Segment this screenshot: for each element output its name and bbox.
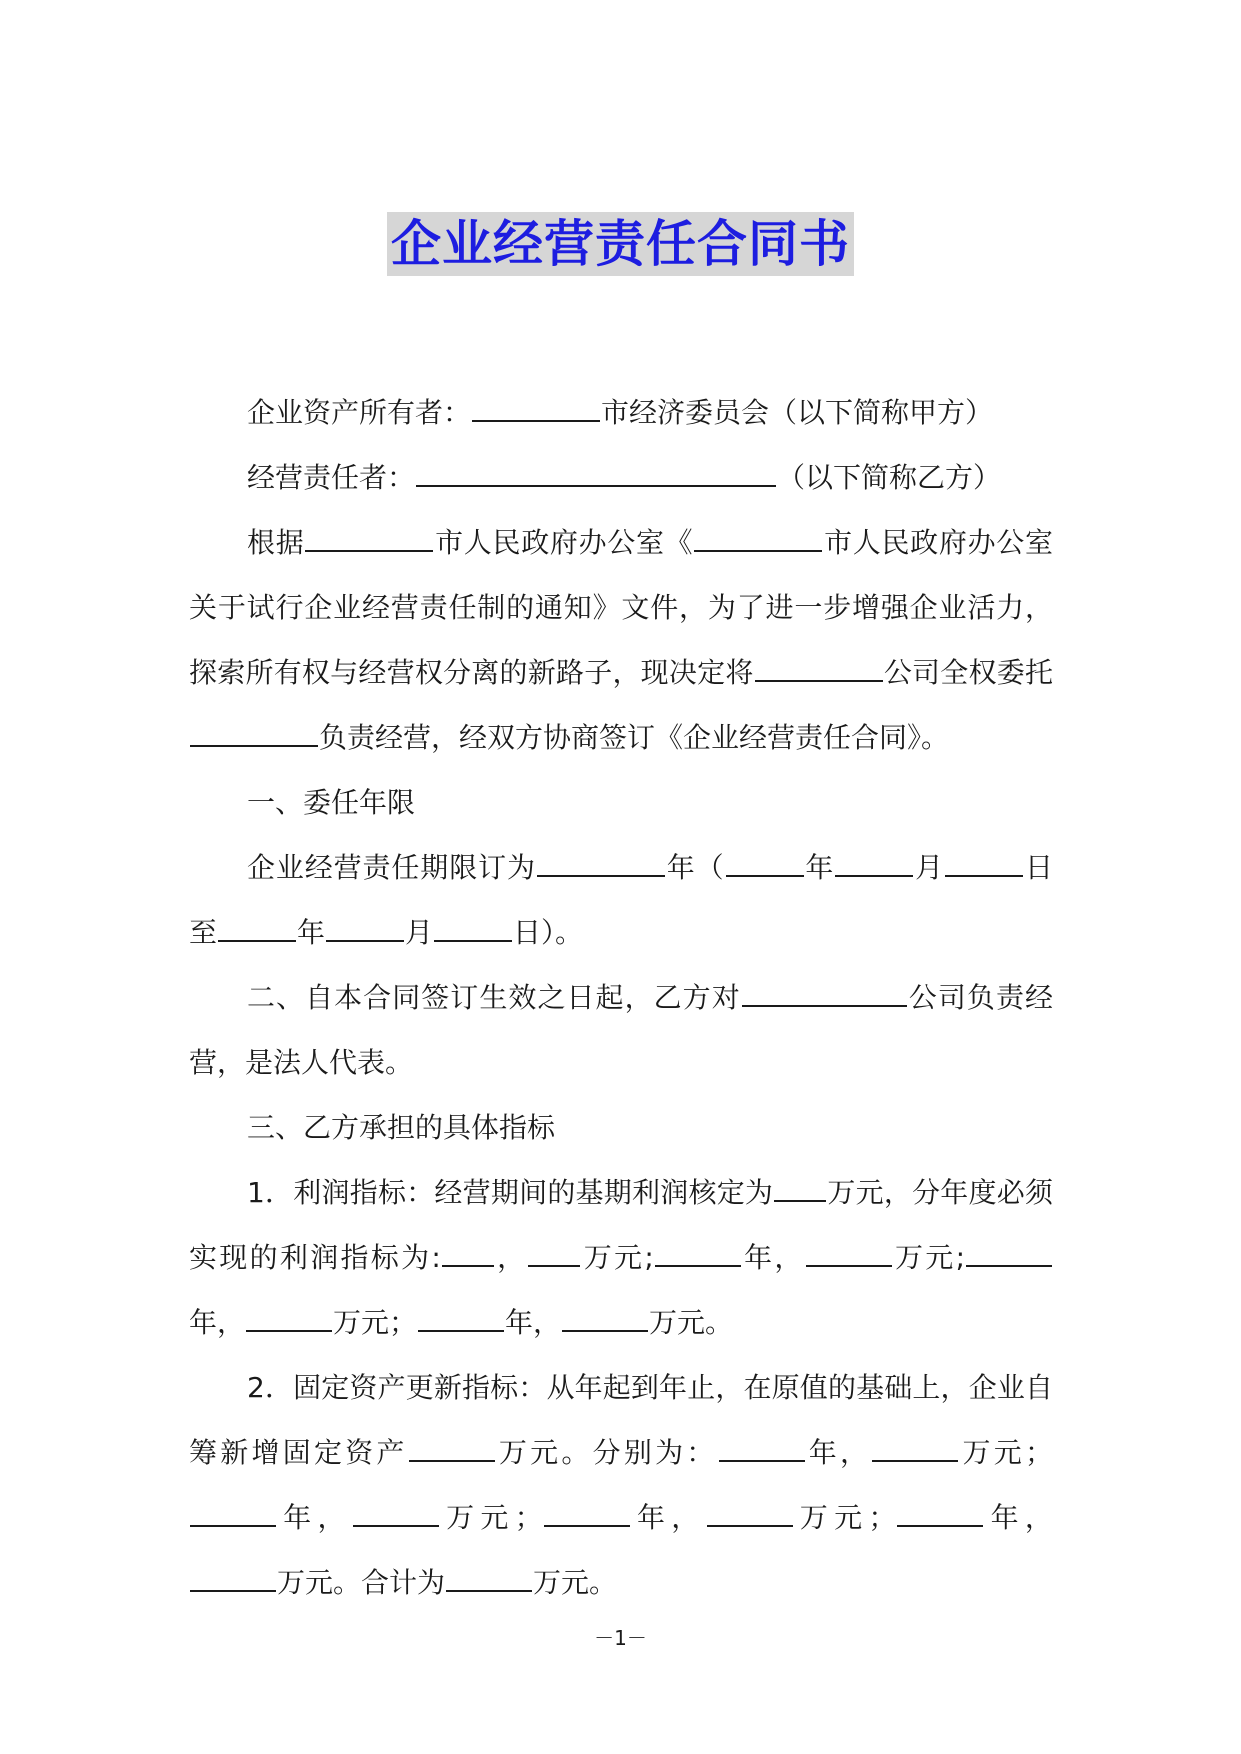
assets-amount-3-blank — [707, 1495, 793, 1527]
term-text-5: 日至 — [189, 851, 1053, 949]
intro-city-blank-2 — [694, 520, 822, 552]
profit-text-7: 年， — [189, 1306, 246, 1339]
profit-amount-2-blank — [806, 1235, 892, 1267]
term-text-2: 年（ — [665, 851, 725, 884]
assets-year-1-blank — [719, 1430, 805, 1462]
assets-amount-1-blank — [872, 1430, 958, 1462]
term-text-6: 年 — [297, 916, 326, 949]
assets-sum-blank — [446, 1560, 532, 1592]
assets-year-2-blank — [190, 1495, 276, 1527]
assets-text-7: 年， — [630, 1501, 706, 1534]
section1-term-paragraph — [189, 835, 1053, 965]
operator-name-blank — [416, 455, 776, 487]
base-profit-blank — [774, 1170, 826, 1202]
operator-line — [189, 445, 1053, 510]
contract-body — [189, 380, 1053, 1615]
owner-label: 企业资产所有者： — [247, 396, 472, 429]
intro-city-blank-1 — [305, 520, 433, 552]
profit-year-4-blank — [418, 1300, 504, 1332]
profit-text-5: 年， — [741, 1241, 805, 1274]
profit-text-2: 万元，分年度必须实现的利润指标为: — [189, 1176, 1053, 1274]
owner-suffix: 市经济委员会（以下简称甲方） — [601, 396, 994, 429]
fixed-assets-paragraph — [189, 1355, 1053, 1615]
intro-operator-blank — [190, 715, 318, 747]
intro-text-4: 公司全权委托 — [883, 656, 1053, 689]
operator-label: 经营责任者： — [247, 461, 416, 494]
assets-year-4-blank — [897, 1495, 983, 1527]
term-text-1: 企业经营责任期限订为 — [247, 851, 536, 884]
intro-text-1: 根据 — [247, 526, 305, 559]
profit-text-10: 万元。 — [649, 1306, 734, 1339]
assets-amount-2-blank — [353, 1495, 439, 1527]
end-month-blank — [326, 910, 404, 942]
end-day-blank — [434, 910, 512, 942]
term-years-blank — [537, 845, 665, 877]
assets-text-1: 2．固定资产更新指标：从年起到年止，在原值的基础上，企业自筹新增固定资产 — [189, 1371, 1053, 1469]
assets-text-5: 年， — [277, 1501, 352, 1534]
assets-text-3: 年， — [805, 1436, 872, 1469]
section2-text-2: 公司负责经营，是法人代表。 — [189, 981, 1053, 1079]
profit-text-8: 万元； — [333, 1306, 418, 1339]
assets-text-6: 万元； — [439, 1501, 543, 1534]
intro-text-5: 负责经营，经双方协商签订《企业经营责任合同》。 — [319, 721, 950, 754]
assets-text-2: 万元。分别为： — [495, 1436, 718, 1469]
profit-text-6: 万元; — [892, 1241, 965, 1274]
profit-indicator-paragraph — [189, 1160, 1053, 1355]
profit-text-9: 年， — [505, 1306, 562, 1339]
title-container — [0, 212, 1241, 276]
profit-amount-4-blank — [562, 1300, 648, 1332]
assets-amount-4-blank — [190, 1560, 276, 1592]
start-year-blank — [726, 845, 804, 877]
assets-text-10: 万元。合计为 — [277, 1566, 446, 1599]
assets-text-9: 年， — [984, 1501, 1053, 1534]
intro-text-2: 市人民政府办公室《 — [434, 526, 694, 559]
section1-heading: 一、委任年限 — [247, 786, 416, 819]
profit-year-2-blank — [655, 1235, 741, 1267]
assets-text-8: 万元； — [793, 1501, 897, 1534]
term-text-7: 月 — [405, 916, 434, 949]
term-text-8: 日）。 — [513, 916, 584, 949]
assets-text-4: 万元； — [959, 1436, 1053, 1469]
profit-year-3-blank — [966, 1235, 1052, 1267]
new-assets-total-blank — [409, 1430, 495, 1462]
start-month-blank — [835, 845, 913, 877]
section2-text-1: 二、自本合同签订生效之日起，乙方对 — [247, 981, 741, 1014]
intro-text-3: 市人民政府办公室关于试行企业经营责任制的通知》文件，为了进一步增强企业活力，探索所有权与经营权分离的新路子，现决定将 — [189, 526, 1053, 689]
page-number: －1－ — [594, 1626, 647, 1650]
profit-text-1: 1．利润指标：经营期间的基期利润核定为 — [247, 1176, 774, 1209]
section3-heading: 三、乙方承担的具体指标 — [247, 1111, 556, 1144]
section2-company-blank — [742, 975, 907, 1007]
operator-suffix: （以下简称乙方） — [777, 461, 1002, 494]
profit-text-4: 万元; — [581, 1241, 654, 1274]
intro-company-blank — [755, 650, 883, 682]
intro-paragraph — [189, 510, 1053, 770]
owner-line — [189, 380, 1053, 445]
term-text-4: 月 — [914, 851, 945, 884]
profit-amount-3-blank — [246, 1300, 332, 1332]
term-text-3: 年 — [804, 851, 835, 884]
profit-year-1-blank — [442, 1235, 494, 1267]
profit-text-3: ， — [494, 1241, 528, 1274]
document-title: 企业经营责任合同书 — [387, 212, 854, 276]
section2-paragraph — [189, 965, 1053, 1095]
start-day-blank — [945, 845, 1023, 877]
end-year-blank — [218, 910, 296, 942]
profit-amount-1-blank — [528, 1235, 580, 1267]
assets-text-11: 万元。 — [533, 1566, 618, 1599]
owner-city-blank — [472, 390, 600, 422]
assets-year-3-blank — [544, 1495, 630, 1527]
